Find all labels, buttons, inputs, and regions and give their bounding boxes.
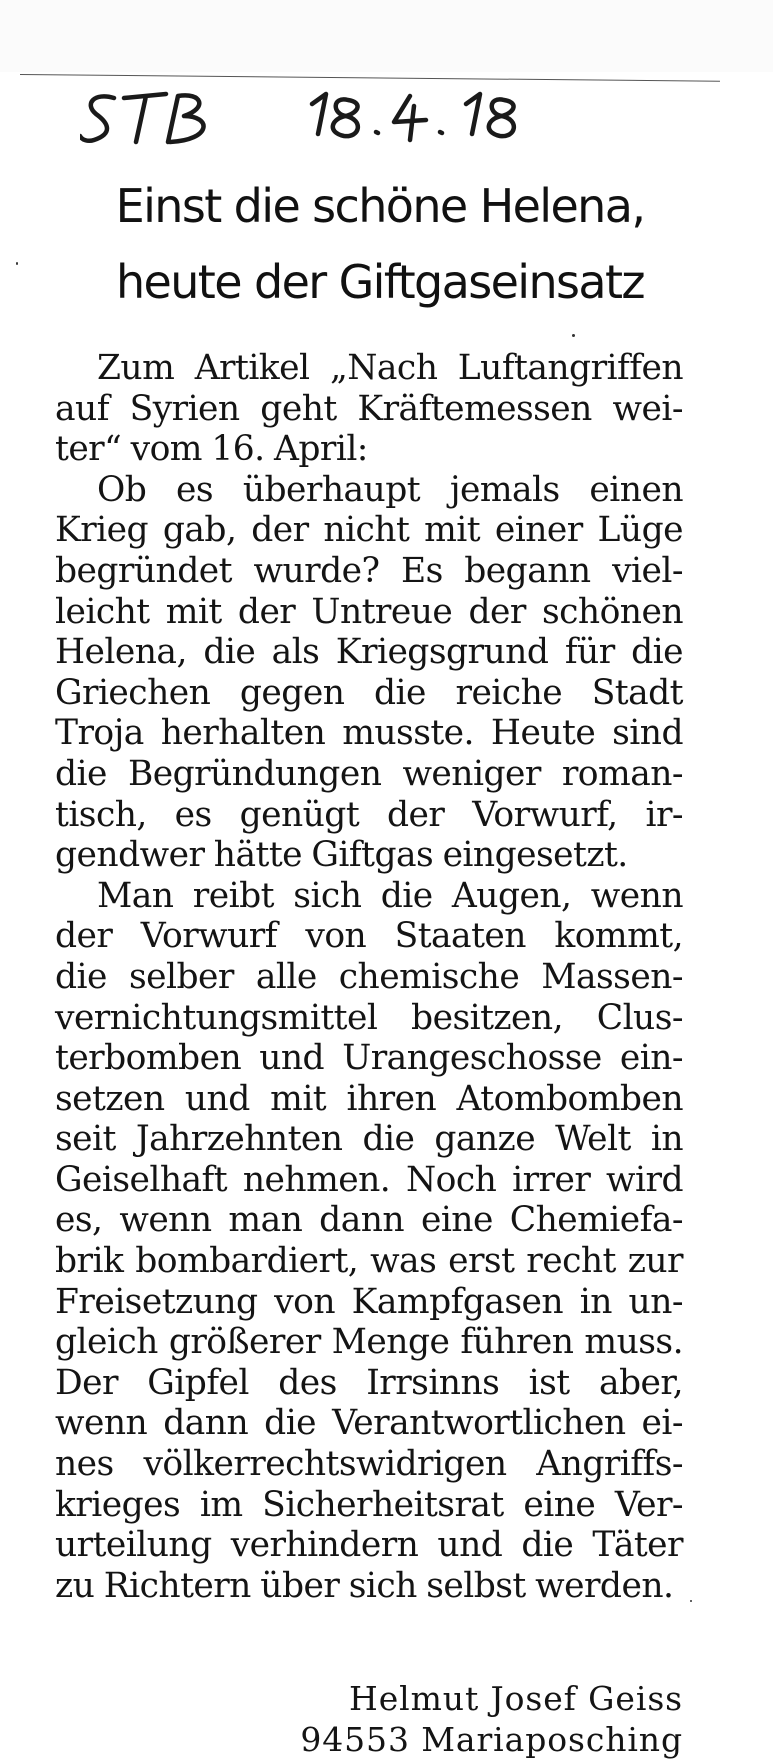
- clipping-cut-line: [20, 74, 720, 82]
- article-paragraph-intro: [55, 348, 683, 470]
- author-place: 94553 Mariaposching: [300, 1719, 683, 1759]
- article-line: ter“ vom 16. April:: [55, 429, 368, 470]
- article-line: Freisetzung von Kampfgasen in un-: [55, 1281, 683, 1322]
- article-line: urteilung verhindern und die Täter: [55, 1525, 683, 1566]
- headline-line-1: Einst die schöne Helena,: [115, 179, 645, 233]
- article-line: auf Syrien geht Kräftemessen wei-: [55, 388, 683, 429]
- article-line: Krieg gab, der nicht mit einer Lüge: [55, 510, 683, 551]
- article-line: brik bombardiert, was erst recht zur: [55, 1241, 683, 1282]
- scan-margin: [0, 0, 773, 72]
- article-line: die selber alle chemische Massen-: [55, 956, 683, 997]
- article-line: Ob es überhaupt jemals einen: [97, 469, 683, 510]
- article-body: [55, 348, 683, 1606]
- article-line: Griechen gegen die reiche Stadt: [55, 672, 683, 713]
- article-line: zu Richtern über sich selbst werden.: [55, 1565, 674, 1606]
- article-line: gendwer hätte Giftgas eingesetzt.: [55, 835, 628, 876]
- article-line: setzen und mit ihren Atombomben: [55, 1078, 683, 1119]
- article-line: terbomben und Urangeschosse ein-: [55, 1038, 683, 1079]
- article-line: der Vorwurf von Staaten kommt,: [55, 916, 683, 957]
- author-signature: [55, 1679, 683, 1760]
- headline-line-2: heute der Giftgaseinsatz: [116, 255, 644, 309]
- article-line: es, wenn man dann eine Chemiefa-: [55, 1200, 683, 1241]
- scan-speck: [690, 1600, 692, 1602]
- article-line: Man reibt sich die Augen, wenn: [97, 875, 683, 916]
- article-line: nes völkerrechtswidrigen Angriffs-: [55, 1444, 683, 1485]
- scan-speck: [16, 262, 18, 265]
- article-line: begründet wurde? Es begann viel-: [55, 550, 683, 591]
- handwritten-source-date-image: [80, 86, 640, 156]
- article-line: Helena, die als Kriegsgrund für die: [55, 632, 683, 673]
- article-line: wenn dann die Verantwortlichen ei-: [55, 1403, 683, 1444]
- article-line: leicht mit der Untreue der schönen: [55, 591, 683, 632]
- article-line: gleich größerer Menge führen muss.: [55, 1322, 683, 1363]
- article-paragraph-2: [55, 876, 683, 1607]
- article-line: die Begründungen weniger roman-: [55, 753, 683, 794]
- article-line: Der Gipfel des Irrsinns ist aber,: [55, 1362, 683, 1403]
- author-name: Helmut Josef Geiss: [349, 1679, 683, 1718]
- article-line: Zum Artikel „Nach Luftangriffen: [97, 348, 683, 388]
- article-line: seit Jahrzehnten die ganze Welt in: [55, 1119, 683, 1160]
- article-paragraph-1: [55, 470, 683, 876]
- article-line: krieges im Sicherheitsrat eine Ver-: [55, 1484, 683, 1525]
- article-line: vernichtungsmittel besitzen, Clus-: [55, 997, 683, 1038]
- article-line: Troja herhalten musste. Heute sind: [55, 713, 683, 754]
- scan-speck: [572, 334, 575, 337]
- article-line: Geiselhaft nehmen. Noch irrer wird: [55, 1159, 683, 1200]
- article-line: tisch, es genügt der Vorwurf, ir-: [55, 794, 683, 835]
- handwritten-note: [80, 86, 640, 156]
- article-headline: [40, 168, 720, 320]
